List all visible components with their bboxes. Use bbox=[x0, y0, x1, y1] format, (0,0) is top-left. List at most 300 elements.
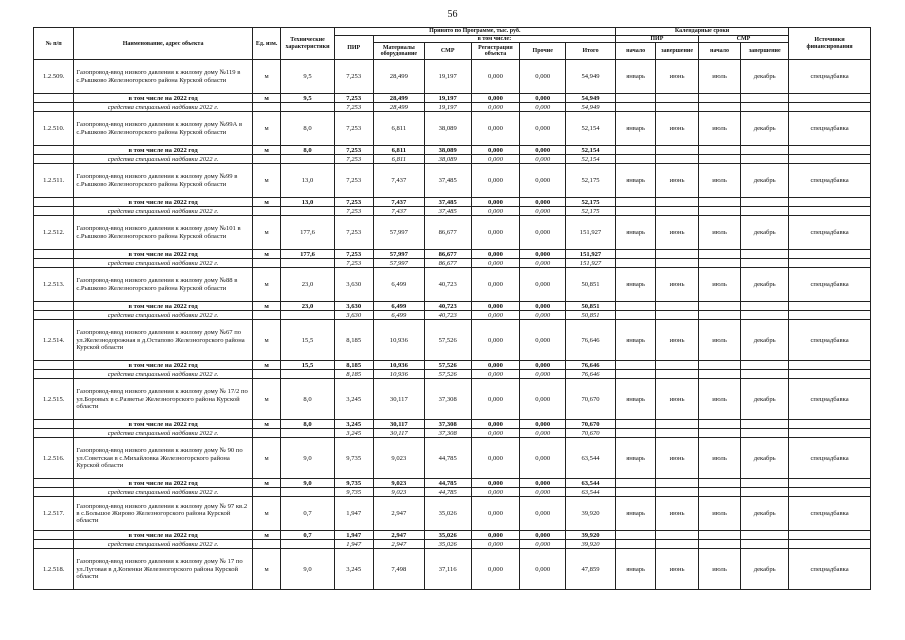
reg-cell: 0,000 bbox=[471, 146, 520, 155]
empty-cell bbox=[698, 207, 740, 216]
empty-cell bbox=[34, 250, 74, 259]
pir-end-cell: июнь bbox=[656, 497, 698, 531]
total-cell: 63,544 bbox=[566, 438, 616, 479]
subtotal-label: в том числе на 2022 год bbox=[74, 250, 252, 259]
pir-start-cell: январь bbox=[615, 549, 655, 590]
object-name: Газопровод-ввод низкого давления к жилому дому №101 в с.Рышково Железногорского района Курской области bbox=[74, 216, 252, 250]
empty-cell bbox=[698, 479, 740, 488]
reg-cell: 0,000 bbox=[471, 311, 520, 320]
empty-cell bbox=[789, 429, 871, 438]
subtotal-row bbox=[34, 361, 871, 370]
empty-cell bbox=[34, 198, 74, 207]
special-allowance-label: средства специальной надбавки 2022 г. bbox=[74, 207, 252, 216]
empty-cell bbox=[698, 540, 740, 549]
other-cell: 0,000 bbox=[520, 112, 566, 146]
source-cell: спецнадбавка bbox=[789, 112, 871, 146]
total-cell: 50,851 bbox=[566, 268, 616, 302]
table-row bbox=[34, 216, 871, 250]
subtotal-row bbox=[34, 302, 871, 311]
empty-cell bbox=[789, 479, 871, 488]
unit-cell: м bbox=[252, 320, 281, 361]
reg-cell: 0,000 bbox=[471, 302, 520, 311]
pir-cell: 3,245 bbox=[334, 420, 373, 429]
unit-cell: м bbox=[252, 146, 281, 155]
empty-cell bbox=[615, 155, 655, 164]
mat-cell: 6,499 bbox=[373, 311, 424, 320]
tech-cell: 9,0 bbox=[281, 549, 334, 590]
mat-cell: 10,936 bbox=[373, 320, 424, 361]
special-allowance-label: средства специальной надбавки 2022 г. bbox=[74, 103, 252, 112]
object-name: Газопровод-ввод низкого давления к жилому дому №99А в с.Рышково Железногорского района Курской области bbox=[74, 112, 252, 146]
smr-cell: 37,308 bbox=[424, 429, 471, 438]
header-total: Итого bbox=[566, 43, 616, 60]
smr-cell: 37,485 bbox=[424, 207, 471, 216]
mat-cell: 7,498 bbox=[373, 549, 424, 590]
empty-cell bbox=[698, 146, 740, 155]
smr-cell: 40,723 bbox=[424, 302, 471, 311]
smr-cell: 40,723 bbox=[424, 268, 471, 302]
table-row bbox=[34, 438, 871, 479]
empty-cell bbox=[615, 488, 655, 497]
reg-cell: 0,000 bbox=[471, 488, 520, 497]
empty-cell bbox=[34, 531, 74, 540]
smr-start-cell: июль bbox=[698, 268, 740, 302]
other-cell: 0,000 bbox=[520, 549, 566, 590]
total-cell: 39,920 bbox=[566, 497, 616, 531]
mat-cell: 7,437 bbox=[373, 207, 424, 216]
subtotal-label: в том числе на 2022 год bbox=[74, 361, 252, 370]
smr-cell: 57,526 bbox=[424, 320, 471, 361]
total-cell: 70,670 bbox=[566, 420, 616, 429]
unit-cell: м bbox=[252, 198, 281, 207]
object-name: Газопровод-ввод низкого давления к жилому дому №99 в с.Рышково Железногорского района Курской области bbox=[74, 164, 252, 198]
object-name: Газопровод-ввод низкого давления к жилому дому № 97 кв.2 в с.Большое Жирово Железногорского района Курской области bbox=[74, 497, 252, 531]
mat-cell: 30,117 bbox=[373, 420, 424, 429]
total-cell: 52,154 bbox=[566, 146, 616, 155]
empty-cell bbox=[656, 207, 698, 216]
reg-cell: 0,000 bbox=[471, 438, 520, 479]
smr-cell: 86,677 bbox=[424, 250, 471, 259]
empty-cell bbox=[656, 250, 698, 259]
header-other: Прочие bbox=[520, 43, 566, 60]
smr-end-cell: декабрь bbox=[741, 112, 789, 146]
empty-cell bbox=[615, 146, 655, 155]
other-cell: 0,000 bbox=[520, 259, 566, 268]
source-cell: спецнадбавка bbox=[789, 320, 871, 361]
smr-cell: 19,197 bbox=[424, 103, 471, 112]
tech-cell: 23,0 bbox=[281, 268, 334, 302]
total-cell: 52,154 bbox=[566, 155, 616, 164]
empty-cell bbox=[698, 302, 740, 311]
total-cell: 151,927 bbox=[566, 216, 616, 250]
tech-cell: 0,7 bbox=[281, 531, 334, 540]
pir-end-cell: июнь bbox=[656, 60, 698, 94]
empty-cell bbox=[252, 370, 281, 379]
pir-cell: 3,630 bbox=[334, 302, 373, 311]
total-cell: 50,851 bbox=[566, 302, 616, 311]
pir-cell: 7,253 bbox=[334, 94, 373, 103]
unit-cell: м bbox=[252, 479, 281, 488]
header-smr: СМР bbox=[424, 43, 471, 60]
empty-cell bbox=[281, 429, 334, 438]
reg-cell: 0,000 bbox=[471, 112, 520, 146]
empty-cell bbox=[34, 311, 74, 320]
empty-cell bbox=[281, 311, 334, 320]
smr-cell: 35,026 bbox=[424, 540, 471, 549]
other-cell: 0,000 bbox=[520, 155, 566, 164]
row-number: 1.2.513. bbox=[34, 268, 74, 302]
special-allowance-row bbox=[34, 540, 871, 549]
table-row bbox=[34, 497, 871, 531]
smr-cell: 57,526 bbox=[424, 370, 471, 379]
pir-start-cell: январь bbox=[615, 438, 655, 479]
mat-cell: 7,437 bbox=[373, 164, 424, 198]
subtotal-row bbox=[34, 479, 871, 488]
empty-cell bbox=[615, 370, 655, 379]
smr-end-cell: декабрь bbox=[741, 268, 789, 302]
mat-cell: 30,117 bbox=[373, 429, 424, 438]
other-cell: 0,000 bbox=[520, 438, 566, 479]
subtotal-row bbox=[34, 531, 871, 540]
header-materials: Материалы оборудование bbox=[373, 43, 424, 60]
special-allowance-label: средства специальной надбавки 2022 г. bbox=[74, 259, 252, 268]
reg-cell: 0,000 bbox=[471, 497, 520, 531]
empty-cell bbox=[789, 302, 871, 311]
tech-cell: 23,0 bbox=[281, 302, 334, 311]
source-cell: спецнадбавка bbox=[789, 268, 871, 302]
empty-cell bbox=[281, 259, 334, 268]
subtotal-row bbox=[34, 198, 871, 207]
header-pir-end: завершение bbox=[656, 43, 698, 60]
other-cell: 0,000 bbox=[520, 361, 566, 370]
empty-cell bbox=[615, 429, 655, 438]
source-cell: спецнадбавка bbox=[789, 438, 871, 479]
mat-cell: 2,947 bbox=[373, 531, 424, 540]
smr-end-cell: декабрь bbox=[741, 60, 789, 94]
empty-cell bbox=[615, 250, 655, 259]
reg-cell: 0,000 bbox=[471, 164, 520, 198]
smr-start-cell: июль bbox=[698, 497, 740, 531]
reg-cell: 0,000 bbox=[471, 250, 520, 259]
source-cell: спецнадбавка bbox=[789, 164, 871, 198]
smr-cell: 37,485 bbox=[424, 164, 471, 198]
row-number: 1.2.511. bbox=[34, 164, 74, 198]
total-cell: 52,175 bbox=[566, 164, 616, 198]
unit-cell: м bbox=[252, 268, 281, 302]
mat-cell: 28,499 bbox=[373, 103, 424, 112]
smr-cell: 44,785 bbox=[424, 479, 471, 488]
total-cell: 76,646 bbox=[566, 361, 616, 370]
empty-cell bbox=[656, 420, 698, 429]
empty-cell bbox=[252, 429, 281, 438]
other-cell: 0,000 bbox=[520, 497, 566, 531]
mat-cell: 10,936 bbox=[373, 370, 424, 379]
subtotal-label: в том числе на 2022 год bbox=[74, 94, 252, 103]
reg-cell: 0,000 bbox=[471, 361, 520, 370]
smr-cell: 37,116 bbox=[424, 549, 471, 590]
subtotal-label: в том числе на 2022 год bbox=[74, 146, 252, 155]
other-cell: 0,000 bbox=[520, 479, 566, 488]
smr-cell: 86,677 bbox=[424, 259, 471, 268]
unit-cell: м bbox=[252, 420, 281, 429]
smr-cell: 37,308 bbox=[424, 420, 471, 429]
empty-cell bbox=[252, 207, 281, 216]
empty-cell bbox=[789, 361, 871, 370]
empty-cell bbox=[789, 198, 871, 207]
empty-cell bbox=[615, 94, 655, 103]
table-row bbox=[34, 164, 871, 198]
empty-cell bbox=[741, 311, 789, 320]
tech-cell: 0,7 bbox=[281, 497, 334, 531]
smr-cell: 37,485 bbox=[424, 198, 471, 207]
other-cell: 0,000 bbox=[520, 207, 566, 216]
reg-cell: 0,000 bbox=[471, 531, 520, 540]
tech-cell: 15,5 bbox=[281, 361, 334, 370]
pir-cell: 7,253 bbox=[334, 112, 373, 146]
empty-cell bbox=[789, 540, 871, 549]
other-cell: 0,000 bbox=[520, 146, 566, 155]
subtotal-row bbox=[34, 94, 871, 103]
empty-cell bbox=[656, 479, 698, 488]
object-name: Газопровод-ввод низкого давления к жилому дому № 17 по ул.Луговая в д.Копенки Железногорского района Курской области bbox=[74, 549, 252, 590]
other-cell: 0,000 bbox=[520, 540, 566, 549]
empty-cell bbox=[789, 259, 871, 268]
object-name: Газопровод-ввод низкого давления к жилому дому № 90 по ул.Советская в с.Михайловка Железногорского района Курской области bbox=[74, 438, 252, 479]
empty-cell bbox=[281, 155, 334, 164]
unit-cell: м bbox=[252, 60, 281, 94]
pir-cell: 7,253 bbox=[334, 60, 373, 94]
subtotal-label: в том числе на 2022 год bbox=[74, 479, 252, 488]
smr-end-cell: декабрь bbox=[741, 549, 789, 590]
empty-cell bbox=[656, 259, 698, 268]
unit-cell: м bbox=[252, 250, 281, 259]
other-cell: 0,000 bbox=[520, 103, 566, 112]
header-smr-end: завершение bbox=[741, 43, 789, 60]
pir-cell: 8,185 bbox=[334, 370, 373, 379]
empty-cell bbox=[615, 198, 655, 207]
total-cell: 63,544 bbox=[566, 488, 616, 497]
other-cell: 0,000 bbox=[520, 60, 566, 94]
empty-cell bbox=[656, 540, 698, 549]
empty-cell bbox=[741, 370, 789, 379]
empty-cell bbox=[615, 531, 655, 540]
empty-cell bbox=[789, 311, 871, 320]
unit-cell: м bbox=[252, 438, 281, 479]
empty-cell bbox=[34, 259, 74, 268]
header-sources: Источники финансирования bbox=[789, 28, 871, 60]
unit-cell: м bbox=[252, 497, 281, 531]
unit-cell: м bbox=[252, 379, 281, 420]
mat-cell: 28,499 bbox=[373, 60, 424, 94]
empty-cell bbox=[698, 488, 740, 497]
empty-cell bbox=[615, 302, 655, 311]
empty-cell bbox=[34, 103, 74, 112]
reg-cell: 0,000 bbox=[471, 479, 520, 488]
subtotal-row bbox=[34, 146, 871, 155]
empty-cell bbox=[789, 155, 871, 164]
total-cell: 39,920 bbox=[566, 531, 616, 540]
smr-cell: 19,197 bbox=[424, 60, 471, 94]
header-incl: в том числе: bbox=[373, 36, 615, 43]
tech-cell: 9,5 bbox=[281, 94, 334, 103]
smr-end-cell: декабрь bbox=[741, 216, 789, 250]
empty-cell bbox=[281, 370, 334, 379]
smr-end-cell: декабрь bbox=[741, 379, 789, 420]
unit-cell: м bbox=[252, 549, 281, 590]
mat-cell: 2,947 bbox=[373, 540, 424, 549]
pir-end-cell: июнь bbox=[656, 379, 698, 420]
empty-cell bbox=[615, 479, 655, 488]
tech-cell: 9,0 bbox=[281, 438, 334, 479]
empty-cell bbox=[741, 531, 789, 540]
total-cell: 70,670 bbox=[566, 429, 616, 438]
tech-cell: 177,6 bbox=[281, 216, 334, 250]
total-cell: 54,949 bbox=[566, 60, 616, 94]
mat-cell: 57,997 bbox=[373, 216, 424, 250]
pir-cell: 3,245 bbox=[334, 429, 373, 438]
empty-cell bbox=[741, 302, 789, 311]
empty-cell bbox=[656, 94, 698, 103]
pir-cell: 1,947 bbox=[334, 531, 373, 540]
empty-cell bbox=[252, 155, 281, 164]
row-number: 1.2.517. bbox=[34, 497, 74, 531]
row-number: 1.2.512. bbox=[34, 216, 74, 250]
mat-cell: 30,117 bbox=[373, 379, 424, 420]
row-number: 1.2.515. bbox=[34, 379, 74, 420]
empty-cell bbox=[698, 370, 740, 379]
other-cell: 0,000 bbox=[520, 250, 566, 259]
total-cell: 151,927 bbox=[566, 259, 616, 268]
header-num: № п/п bbox=[34, 28, 74, 60]
pir-cell: 8,185 bbox=[334, 361, 373, 370]
header-tech: Технические характеристики bbox=[281, 28, 334, 60]
empty-cell bbox=[34, 420, 74, 429]
reg-cell: 0,000 bbox=[471, 94, 520, 103]
empty-cell bbox=[789, 488, 871, 497]
tech-cell: 9,5 bbox=[281, 60, 334, 94]
pir-cell: 7,253 bbox=[334, 259, 373, 268]
smr-cell: 38,089 bbox=[424, 146, 471, 155]
total-cell: 47,859 bbox=[566, 549, 616, 590]
empty-cell bbox=[741, 146, 789, 155]
header-calendar: Календарные сроки bbox=[615, 28, 788, 36]
empty-cell bbox=[656, 370, 698, 379]
pir-cell: 3,245 bbox=[334, 549, 373, 590]
empty-cell bbox=[698, 94, 740, 103]
smr-start-cell: июль bbox=[698, 60, 740, 94]
other-cell: 0,000 bbox=[520, 420, 566, 429]
reg-cell: 0,000 bbox=[471, 216, 520, 250]
other-cell: 0,000 bbox=[520, 531, 566, 540]
total-cell: 52,175 bbox=[566, 207, 616, 216]
reg-cell: 0,000 bbox=[471, 155, 520, 164]
pir-cell: 7,253 bbox=[334, 250, 373, 259]
header-pir-start: начало bbox=[615, 43, 655, 60]
other-cell: 0,000 bbox=[520, 198, 566, 207]
empty-cell bbox=[741, 361, 789, 370]
mat-cell: 9,023 bbox=[373, 479, 424, 488]
subtotal-label: в том числе на 2022 год bbox=[74, 420, 252, 429]
empty-cell bbox=[789, 420, 871, 429]
smr-cell: 40,723 bbox=[424, 311, 471, 320]
smr-start-cell: июль bbox=[698, 549, 740, 590]
table-row bbox=[34, 379, 871, 420]
empty-cell bbox=[34, 488, 74, 497]
empty-cell bbox=[34, 361, 74, 370]
empty-cell bbox=[252, 311, 281, 320]
row-number: 1.2.514. bbox=[34, 320, 74, 361]
pir-start-cell: январь bbox=[615, 60, 655, 94]
special-allowance-row bbox=[34, 488, 871, 497]
reg-cell: 0,000 bbox=[471, 379, 520, 420]
special-allowance-row bbox=[34, 207, 871, 216]
empty-cell bbox=[34, 155, 74, 164]
empty-cell bbox=[252, 259, 281, 268]
table-row bbox=[34, 268, 871, 302]
table-row bbox=[34, 112, 871, 146]
smr-cell: 86,677 bbox=[424, 216, 471, 250]
empty-cell bbox=[698, 103, 740, 112]
empty-cell bbox=[34, 207, 74, 216]
unit-cell: м bbox=[252, 361, 281, 370]
total-cell: 151,927 bbox=[566, 250, 616, 259]
empty-cell bbox=[698, 361, 740, 370]
empty-cell bbox=[615, 259, 655, 268]
empty-cell bbox=[789, 207, 871, 216]
source-cell: спецнадбавка bbox=[789, 379, 871, 420]
reg-cell: 0,000 bbox=[471, 370, 520, 379]
subtotal-label: в том числе на 2022 год bbox=[74, 302, 252, 311]
total-cell: 39,920 bbox=[566, 540, 616, 549]
object-name: Газопровод-ввод низкого давления к жилому дому № 17/2 по ул.Боровых в с.Разветье Железногорского района Курской области bbox=[74, 379, 252, 420]
empty-cell bbox=[281, 207, 334, 216]
empty-cell bbox=[741, 429, 789, 438]
other-cell: 0,000 bbox=[520, 94, 566, 103]
smr-start-cell: июль bbox=[698, 112, 740, 146]
subtotal-row bbox=[34, 420, 871, 429]
smr-end-cell: декабрь bbox=[741, 438, 789, 479]
pir-end-cell: июнь bbox=[656, 438, 698, 479]
pir-start-cell: январь bbox=[615, 268, 655, 302]
special-allowance-label: средства специальной надбавки 2022 г. bbox=[74, 488, 252, 497]
unit-cell: м bbox=[252, 112, 281, 146]
object-name: Газопровод-ввод низкого давления к жилому дому №67 по ул.Железнодорожная в д.Остапово Железногорского района Курской области bbox=[74, 320, 252, 361]
empty-cell bbox=[615, 311, 655, 320]
row-number: 1.2.510. bbox=[34, 112, 74, 146]
empty-cell bbox=[741, 479, 789, 488]
subtotal-label: в том числе на 2022 год bbox=[74, 198, 252, 207]
pir-end-cell: июнь bbox=[656, 164, 698, 198]
tech-cell: 8,0 bbox=[281, 146, 334, 155]
header-pir: ПИР bbox=[334, 36, 373, 60]
smr-start-cell: июль bbox=[698, 379, 740, 420]
other-cell: 0,000 bbox=[520, 379, 566, 420]
smr-cell: 35,026 bbox=[424, 531, 471, 540]
empty-cell bbox=[741, 103, 789, 112]
total-cell: 52,154 bbox=[566, 112, 616, 146]
reg-cell: 0,000 bbox=[471, 268, 520, 302]
empty-cell bbox=[789, 531, 871, 540]
empty-cell bbox=[281, 540, 334, 549]
smr-cell: 44,785 bbox=[424, 438, 471, 479]
tech-cell: 177,6 bbox=[281, 250, 334, 259]
reg-cell: 0,000 bbox=[471, 549, 520, 590]
special-allowance-label: средства специальной надбавки 2022 г. bbox=[74, 370, 252, 379]
unit-cell: м bbox=[252, 164, 281, 198]
tech-cell: 8,0 bbox=[281, 379, 334, 420]
empty-cell bbox=[252, 488, 281, 497]
unit-cell: м bbox=[252, 216, 281, 250]
